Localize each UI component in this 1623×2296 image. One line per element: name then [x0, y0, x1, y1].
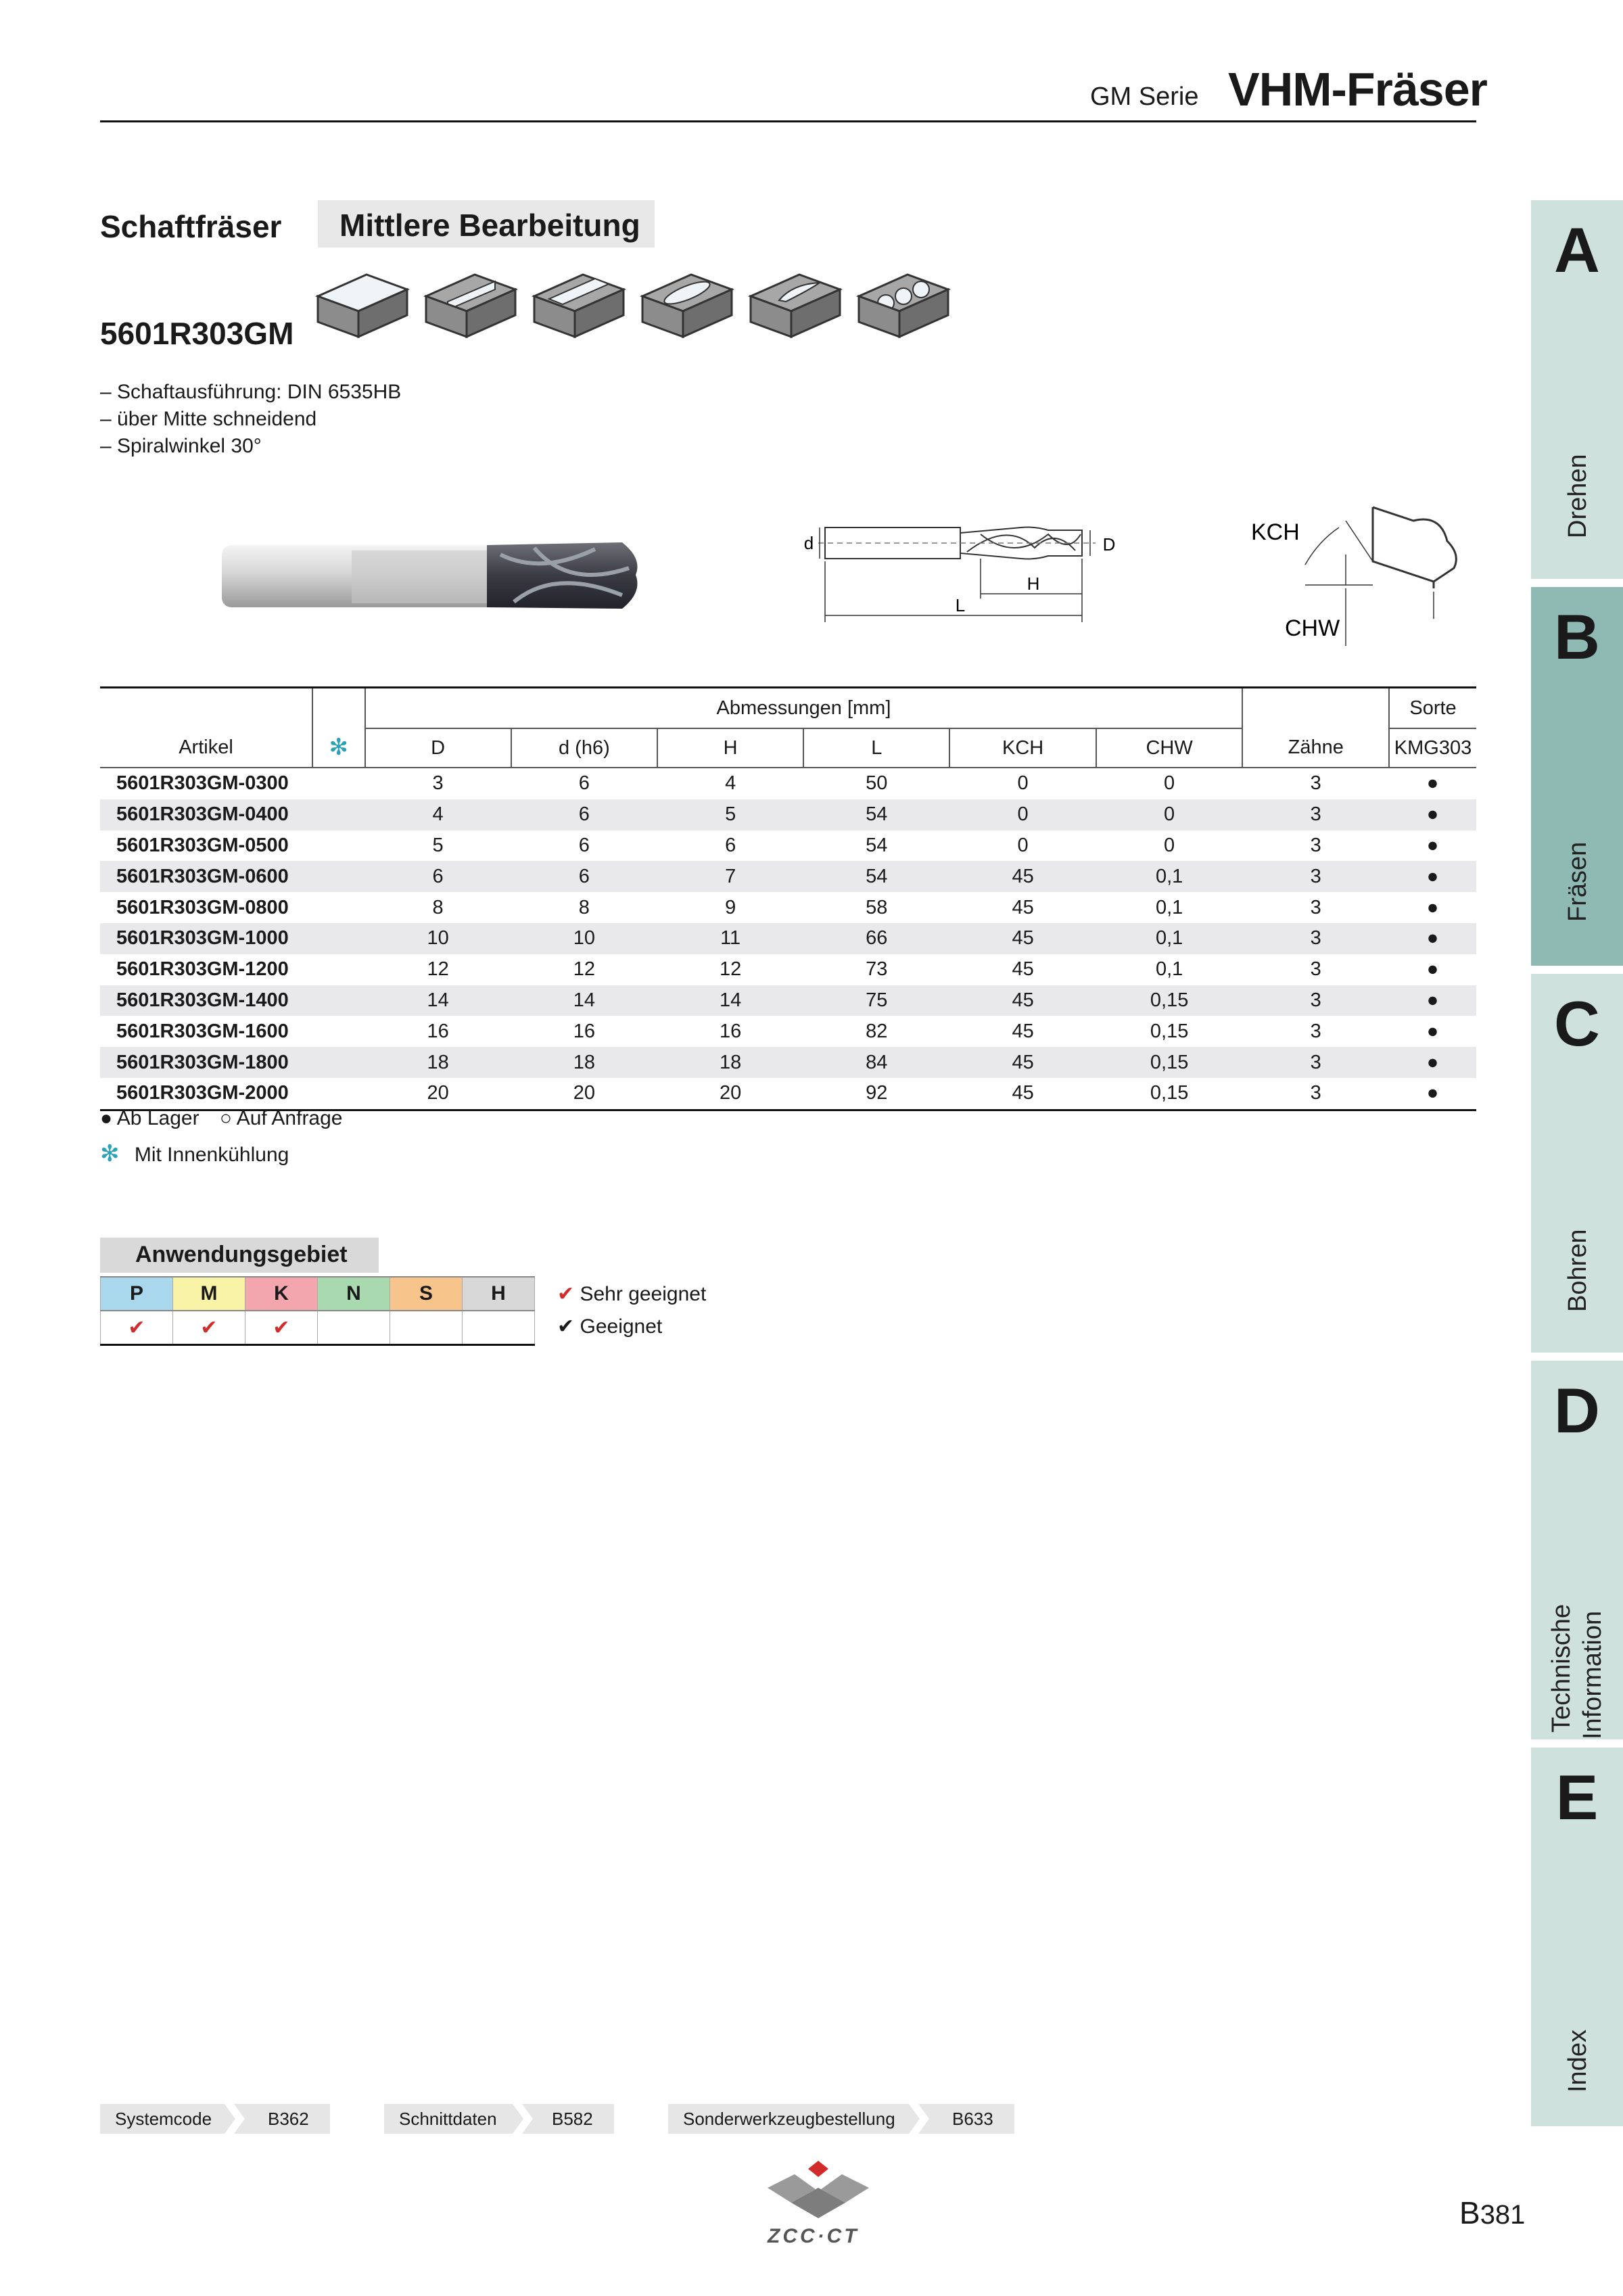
group-header-grade: Sorte: [1389, 688, 1476, 729]
article-cell: 5601R303GM-2000: [100, 1078, 312, 1110]
value-cell: 18: [365, 1047, 511, 1078]
value-cell: 4: [365, 799, 511, 830]
article-cell: 5601R303GM-1600: [116, 1020, 289, 1042]
value-cell: 6: [511, 861, 657, 892]
value-cell: 14: [657, 985, 803, 1016]
value-cell: 6: [511, 799, 657, 830]
value-cell: 0: [1164, 772, 1175, 795]
feature-item: – Spiralwinkel 30°: [100, 435, 262, 457]
feature-item: – über Mitte schneidend: [100, 408, 317, 430]
table-body: [100, 768, 1476, 1110]
value-cell: 0: [1164, 834, 1175, 856]
value-cell: 0,15: [1096, 1047, 1243, 1078]
tab-fraesen[interactable]: B Fräsen: [1531, 587, 1623, 966]
product-code: 5601R303GM: [100, 316, 294, 351]
value-cell: 0,15: [1096, 1078, 1243, 1110]
material-p: P: [101, 1277, 173, 1311]
page-number: B381: [1459, 2195, 1526, 2230]
dim-D-label: D: [1102, 534, 1116, 555]
legend-very-suitable: ✔ Sehr geeignet: [557, 1283, 707, 1305]
value-cell: 6: [365, 861, 511, 892]
value-cell: 3: [1242, 923, 1389, 954]
article-cell: 5601R303GM-0800: [116, 896, 289, 918]
value-cell: 7: [657, 861, 803, 892]
col-header-article: Artikel: [100, 688, 312, 768]
chevron-right-icon: [225, 2104, 245, 2134]
article-cell: 5601R303GM-0400: [100, 799, 312, 830]
col-header-D: D: [365, 728, 511, 767]
value-cell: 54: [803, 799, 949, 830]
value-cell: 3: [1242, 799, 1389, 830]
face-milling-icon: [312, 269, 413, 345]
table-row: [100, 1016, 1476, 1047]
value-cell: ●: [1426, 896, 1439, 918]
chevron-right-icon: [513, 2104, 533, 2134]
value-cell: 0: [1017, 772, 1029, 795]
material-s: S: [390, 1277, 463, 1311]
red-check-icon: ✔: [557, 1283, 575, 1305]
legend-suitable: ✔ Geeignet: [557, 1315, 663, 1338]
suitability-cell: ✔: [173, 1311, 245, 1345]
table-row: [100, 954, 1476, 985]
value-cell: 14: [365, 985, 511, 1016]
col-header-grade: KMG303: [1394, 736, 1472, 759]
table-row: [100, 830, 1476, 862]
slotting-icon: [529, 269, 629, 345]
value-cell: 16: [427, 1020, 449, 1042]
value-cell: 16: [720, 1020, 742, 1042]
table-row: [100, 799, 1476, 830]
operation-badge: [318, 200, 655, 248]
dim-d-label: d: [803, 533, 814, 553]
group-header-dimensions: Abmessungen [mm]: [365, 688, 1243, 729]
feature-item: – Schaftausführung: DIN 6535HB: [100, 381, 402, 403]
ref-systemcode[interactable]: Systemcode B362: [100, 2104, 330, 2134]
value-cell: 0: [949, 799, 1096, 830]
material-m: M: [173, 1277, 245, 1311]
article-cell: 5601R303GM-1000: [100, 923, 312, 954]
chamfer-drawing: [1238, 494, 1481, 649]
ramping-icon: [745, 269, 845, 345]
coolant-cell: [312, 1016, 365, 1047]
suitability-cell: ✔: [245, 1311, 318, 1345]
value-cell: 3: [1242, 861, 1389, 892]
value-cell: 8: [578, 896, 590, 918]
value-cell: 10: [511, 923, 657, 954]
feature-list: [100, 379, 401, 460]
table-row: [100, 1047, 1476, 1078]
value-cell: 3: [1310, 772, 1321, 795]
article-cell: 5601R303GM-1200: [116, 958, 289, 981]
col-header-d-h6: d (h6): [511, 728, 657, 767]
value-cell: 4: [725, 772, 736, 795]
value-cell: 45: [949, 1047, 1096, 1078]
col-header-teeth: Zähne: [1242, 688, 1389, 768]
value-cell: 92: [803, 1078, 949, 1110]
value-cell: 3: [1242, 1047, 1389, 1078]
article-cell: 5601R303GM-1400: [100, 985, 312, 1016]
table-row: [100, 923, 1476, 954]
ref-special-tools[interactable]: Sonderwerkzeugbestellung B633: [668, 2104, 1014, 2134]
value-cell: ●: [1426, 772, 1439, 795]
section-label: Schaftfräser: [100, 209, 282, 244]
material-n: N: [318, 1277, 390, 1311]
coolant-cell: [312, 985, 365, 1016]
value-cell: 10: [365, 923, 511, 954]
value-cell: ●: [1389, 923, 1476, 954]
coolant-cell: [312, 923, 365, 954]
col-header-KCH: KCH: [949, 728, 1096, 767]
value-cell: 0,1: [1155, 896, 1183, 918]
value-cell: 12: [427, 958, 449, 981]
value-cell: 45: [1012, 1020, 1034, 1042]
dim-L-label: L: [955, 595, 966, 615]
coolant-cell: [312, 768, 365, 799]
value-cell: 54: [803, 861, 949, 892]
value-cell: 84: [803, 1047, 949, 1078]
suitability-cell: ✔: [101, 1311, 173, 1345]
table-row: [100, 985, 1476, 1016]
value-cell: 45: [1012, 896, 1034, 918]
shoulder-milling-icon: [421, 269, 521, 345]
series-label: GM Serie: [1090, 83, 1199, 111]
value-cell: ●: [1389, 861, 1476, 892]
value-cell: 82: [866, 1020, 888, 1042]
product-table: [100, 686, 1476, 1111]
value-cell: 73: [866, 958, 888, 981]
coolant-cell: [312, 861, 365, 892]
value-cell: 5: [657, 799, 803, 830]
value-cell: ●: [1426, 1020, 1439, 1042]
value-cell: 11: [657, 923, 803, 954]
end-mill-photo: [216, 528, 649, 622]
value-cell: 0: [1096, 799, 1243, 830]
value-cell: 6: [578, 834, 590, 856]
value-cell: 20: [365, 1078, 511, 1110]
page-title: VHM-Fräser: [1228, 63, 1487, 116]
material-h: H: [463, 1277, 535, 1311]
value-cell: 0,15: [1096, 985, 1243, 1016]
value-cell: 6: [725, 834, 736, 856]
col-header-coolant: ✻: [312, 688, 365, 768]
article-cell: 5601R303GM-0500: [116, 834, 289, 856]
value-cell: ●: [1389, 1078, 1476, 1110]
ref-cutting-data[interactable]: Schnittdaten B582: [384, 2104, 614, 2134]
value-cell: 54: [866, 834, 888, 856]
value-cell: 58: [866, 896, 888, 918]
material-k: K: [245, 1277, 318, 1311]
article-cell: 5601R303GM-0600: [100, 861, 312, 892]
table-row: [100, 768, 1476, 799]
value-cell: ●: [1426, 834, 1439, 856]
value-cell: 3: [432, 772, 444, 795]
value-cell: 3: [1310, 1020, 1321, 1042]
value-cell: 45: [949, 923, 1096, 954]
value-cell: 0,15: [1150, 1020, 1189, 1042]
coolant-legend: [100, 1140, 289, 1167]
stock-legend: [100, 1107, 343, 1130]
value-cell: 3: [1242, 1078, 1389, 1110]
tab-bohren[interactable]: C Bohren: [1531, 974, 1623, 1353]
suitability-cell: [318, 1311, 390, 1345]
col-header-CHW: CHW: [1146, 736, 1193, 759]
coolant-cell: [312, 1078, 365, 1110]
check-icon: ✔: [557, 1315, 575, 1338]
coolant-cell: [312, 1047, 365, 1078]
dimension-drawing: [778, 514, 1129, 636]
tab-index[interactable]: E Index: [1531, 1748, 1623, 2126]
article-cell: 5601R303GM-0300: [116, 772, 289, 795]
coolant-cell: [312, 830, 365, 862]
value-cell: 12: [720, 958, 742, 981]
value-cell: 50: [866, 772, 888, 795]
suitability-cell: [463, 1311, 535, 1345]
value-cell: ●: [1389, 799, 1476, 830]
value-cell: 18: [511, 1047, 657, 1078]
value-cell: 45: [949, 1078, 1096, 1110]
article-cell: 5601R303GM-1800: [100, 1047, 312, 1078]
coolant-legend-text: Mit Innenkühlung: [134, 1144, 289, 1166]
application-grid: [100, 1276, 535, 1346]
table-row: [100, 861, 1476, 892]
coolant-icon: ✻: [100, 1141, 120, 1167]
value-cell: 66: [803, 923, 949, 954]
zcc-ct-logo: [761, 2161, 876, 2225]
table-row: [100, 892, 1476, 923]
header-divider: [100, 120, 1476, 122]
value-cell: 3: [1310, 958, 1321, 981]
tab-technische-information[interactable]: D Technische Information: [1531, 1361, 1623, 1739]
col-header-L: L: [803, 728, 949, 767]
plunge-milling-icon: [853, 269, 954, 345]
request-legend-item: ○ Auf Anfrage: [219, 1107, 343, 1129]
value-cell: 8: [432, 896, 444, 918]
value-cell: 0,1: [1155, 958, 1183, 981]
value-cell: 16: [573, 1020, 595, 1042]
value-cell: 20: [657, 1078, 803, 1110]
value-cell: ●: [1426, 958, 1439, 981]
value-cell: 20: [511, 1078, 657, 1110]
value-cell: 12: [573, 958, 595, 981]
tab-drehen[interactable]: A Drehen: [1531, 200, 1623, 579]
value-cell: 0,1: [1096, 861, 1243, 892]
value-cell: 18: [657, 1047, 803, 1078]
suitability-cell: [390, 1311, 463, 1345]
stock-legend-item: ● Ab Lager: [100, 1107, 199, 1129]
col-header-H: H: [657, 728, 803, 767]
chw-label: CHW: [1285, 615, 1340, 641]
application-title: Anwendungsgebiet: [100, 1238, 379, 1273]
operation-badge-text: Mittlere Bearbeitung: [339, 208, 640, 243]
value-cell: ●: [1389, 985, 1476, 1016]
value-cell: 14: [511, 985, 657, 1016]
application-legend: [557, 1278, 706, 1343]
coolant-cell: [312, 892, 365, 923]
logo-text: ZCC·CT: [768, 2225, 860, 2247]
table-row: [100, 1078, 1476, 1110]
pocket-milling-icon: [637, 269, 737, 345]
value-cell: 0,1: [1096, 923, 1243, 954]
value-cell: 3: [1310, 896, 1321, 918]
value-cell: 45: [1012, 958, 1034, 981]
coolant-cell: [312, 799, 365, 830]
value-cell: 9: [725, 896, 736, 918]
value-cell: 6: [578, 772, 590, 795]
value-cell: 5: [432, 834, 444, 856]
value-cell: 45: [949, 861, 1096, 892]
value-cell: 3: [1242, 985, 1389, 1016]
kch-label: KCH: [1251, 519, 1300, 545]
dim-H-label: H: [1027, 573, 1040, 594]
value-cell: 3: [1310, 834, 1321, 856]
value-cell: ●: [1389, 1047, 1476, 1078]
value-cell: 75: [803, 985, 949, 1016]
value-cell: 45: [949, 985, 1096, 1016]
value-cell: 0: [1017, 834, 1029, 856]
coolant-cell: [312, 954, 365, 985]
chevron-right-icon: [909, 2104, 929, 2134]
